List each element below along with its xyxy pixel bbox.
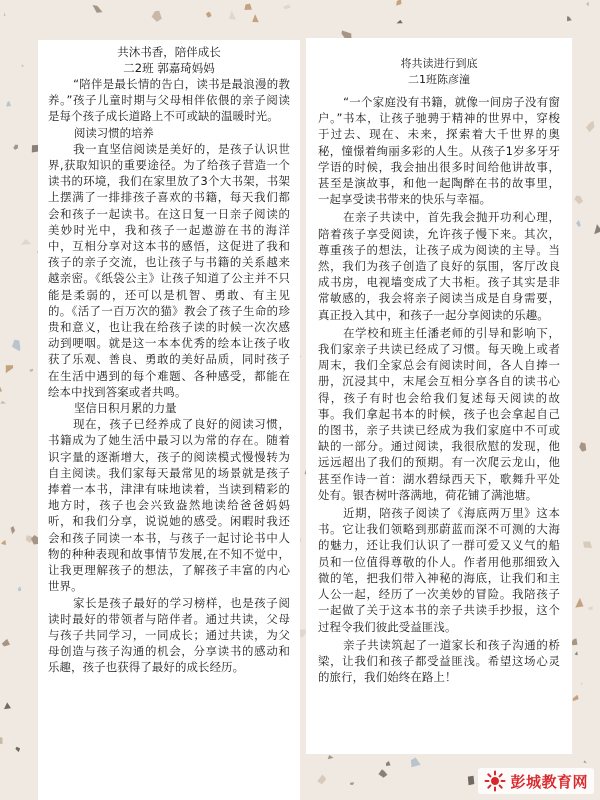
terrazzo-speckle (0, 386, 2, 392)
terrazzo-speckle (252, 14, 259, 22)
left-article-subhead: 阅读习惯的培养 (74, 125, 154, 140)
left-article-paragraph: 家长是孩子最好的学习榜样，也是孩子阅读时最好的带领者与陪伴者。通过共读，父母与孩子共同学习，一同成长；通过共读，为父母创造与孩子沟通的机会，分享读书的感动和乐趣，孩子也获得了最好的成长经历。 (48, 595, 290, 675)
terrazzo-speckle (21, 239, 32, 245)
terrazzo-speckle (229, 11, 236, 20)
terrazzo-speckle (586, 121, 594, 132)
terrazzo-speckle (576, 220, 581, 227)
right-article-paragraph: 近期，陪孩子阅读了《海底两万里》这本书。它让我们领略到那蔚蓝而深不可测的大海的魅力，还让我们认识了一群可爱又义气的船员和一位值得尊敬的仆人。作者用他那细致入微的笔，把我们带入神秘的海底，让我们和主人公一起，经历了一次美妙的冒险。我陪孩子一起做了关于这本书的亲子共读手抄报，这个过程令我们彼此受益匪浅。 (318, 506, 560, 634)
left-article-paragraph: “陪伴是最长情的告白，读书是最浪漫的教养。”孩子儿童时期与父母相伴依偎的亲子阅读是每个孩子成长道路上不可或缺的温暖时光。 (48, 77, 290, 124)
terrazzo-speckle (397, 20, 403, 24)
terrazzo-speckle (586, 2, 589, 6)
terrazzo-speckle (18, 586, 21, 591)
terrazzo-speckle (2, 639, 10, 647)
terrazzo-speckle (588, 606, 593, 610)
left-article-panel (38, 40, 300, 800)
terrazzo-speckle (0, 737, 3, 744)
terrazzo-speckle (21, 65, 23, 67)
terrazzo-speckle (93, 5, 103, 13)
terrazzo-speckle (6, 365, 13, 373)
right-article-paragraph: “一个家庭没有书籍，就像一间房子没有窗户。”书本，让孩子驰骋于精神的世界中，穿梭于过去、现在、未来，探索着大千世界的奥秘，憧憬着绚丽多彩的人生。从孩子1岁多牙牙学语的时候，我会抽出很多时间给他讲故事，甚至是演故事，和他一起陶醉在书的故事里，一起享受读书带来的快乐与幸福。 (318, 95, 560, 207)
left-article-paragraph: 我一直坚信阅读是美好的，是孩子认识世界,获取知识的重要途径。为了给孩子营造一个读书的环境，我们在家里放了3个大书架，书架上摆满了一排排孩子喜欢的书籍，每天我们都会和孩子一起读书。在这日复一日亲子阅读的美妙时光中，我和孩子一起遨游在书的海洋中，互相分享对这本书的感悟，这促进了我和孩子的亲子交流，也让孩子与书籍的关系越来越亲密。《纸袋公主》让孩子知道了公主并不只能是柔弱的，还可以是机智、勇敢、有主见的。《活了一百万次的猫》教会了孩子生命的珍贵和意义，也让我在给孩子读的时候一次次感动到哽咽。就是这一本本优秀的绘本让孩子收获了乐观、善良、勇敢的美好品质，同时孩子在生活中遇到的每个难题、各种感受，都能在绘本中找到答案或者共鸣。 (48, 141, 290, 399)
terrazzo-speckle (583, 541, 592, 548)
terrazzo-speckle (152, 11, 162, 22)
terrazzo-speckle (581, 683, 583, 685)
terrazzo-speckle (396, 0, 401, 6)
terrazzo-speckle (13, 145, 18, 150)
terrazzo-speckle (378, 769, 387, 777)
right-article-panel (306, 38, 572, 754)
terrazzo-speckle (411, 758, 421, 768)
terrazzo-speckle (4, 12, 6, 16)
terrazzo-speckle (573, 695, 579, 702)
terrazzo-speckle (571, 638, 577, 645)
terrazzo-speckle (468, 776, 475, 786)
terrazzo-speckle (584, 760, 587, 763)
terrazzo-speckle (579, 442, 586, 451)
terrazzo-speckle (206, 12, 212, 18)
left-article-byline: 二2班 郭嘉琦妈妈 (123, 61, 215, 75)
terrazzo-speckle (386, 761, 391, 766)
site-watermark (478, 768, 594, 794)
terrazzo-speckle (6, 101, 11, 107)
left-article-subhead: 坚信日积月累的力量 (74, 401, 177, 416)
terrazzo-speckle (11, 526, 16, 534)
terrazzo-speckle (12, 340, 20, 352)
terrazzo-speckle (594, 224, 600, 234)
terrazzo-speckle (4, 702, 11, 709)
terrazzo-speckle (328, 755, 334, 759)
right-article-paragraph: 在亲子共读中，首先我会抛开功利心理，陪着孩子享受阅读，允许孩子慢下来。其次，尊重孩子的想法，让孩子成为阅读的主导。当然，我们为孩子创造了良好的氛围，客厅改良成书房，电视墙变成了大书柜。孩子其实是非常敏感的，我会将亲子阅读当成是自身需要，真正投入其中，和孩子一起分享阅读的乐趣。 (318, 210, 560, 322)
terrazzo-speckle (575, 651, 578, 655)
terrazzo-speckle (29, 369, 33, 373)
right-article-title: 将共读进行到底 (400, 57, 478, 70)
terrazzo-speckle (1, 540, 6, 545)
right-article-paragraph: 亲子共读筑起了一道家长和孩子沟通的桥梁，让我们和孩子都受益匪浅。希望这场心灵的旅行，我们始终在路上！ (318, 637, 560, 685)
terrazzo-speckle (317, 775, 326, 785)
right-article-byline: 二1班陈彦潼 (408, 73, 470, 86)
terrazzo-speckle (283, 4, 290, 9)
left-article-title: 共沐书香，陪伴成长 (117, 45, 221, 59)
terrazzo-speckle (244, 4, 252, 10)
terrazzo-speckle (575, 598, 583, 608)
left-article-paragraph: 现在，孩子已经养成了良好的阅读习惯，书籍成为了她生活中最习以为常的存在。随着识字量的逐渐增大，孩子的阅读模式慢慢转为自主阅读。我们家每天最常见的场景就是孩子捧着一本书，津津有味地读着，当读到精彩的地方时，孩子也会兴致盎然地读给爸爸妈妈听，和我们分享，说说她的感受。闲暇时我还会和孩子同读一本书，与孩子一起讨论书中人物的种种表现和故事情节发展,在不知不觉中，让我更理解孩子的想法，了解孩子丰富的内心世界。 (48, 417, 290, 594)
terrazzo-speckle (350, 782, 354, 785)
terrazzo-speckle (0, 401, 6, 404)
terrazzo-speckle (15, 747, 20, 752)
right-article-paragraph: 在学校和班主任潘老师的引导和影响下，我们家亲子共读已经成了习惯。每天晚上或者周末，我们全家总会有阅读时间，各人自捧一册，沉浸其中，末尾会互相分享各自的读书心得，孩子有时也会给我们复述每天阅读的故事。我们拿起书本的时候，孩子也会拿起自己的图书，亲子共读已经成为我们家庭中不可或缺的一部分。通过阅读，我很欣慰的发现，他远远超出了我们的预期。有一次爬云龙山，他甚至作诗一首：湖水碧绿西天下，歌舞升平处处有。银杏树叶落满地，荷花铺了满池塘。 (318, 325, 560, 502)
terrazzo-speckle (567, 16, 572, 21)
sun-rays-logo-icon (484, 770, 506, 792)
terrazzo-speckle (574, 196, 583, 205)
watermark-text: 彭城教育网 (510, 772, 588, 791)
